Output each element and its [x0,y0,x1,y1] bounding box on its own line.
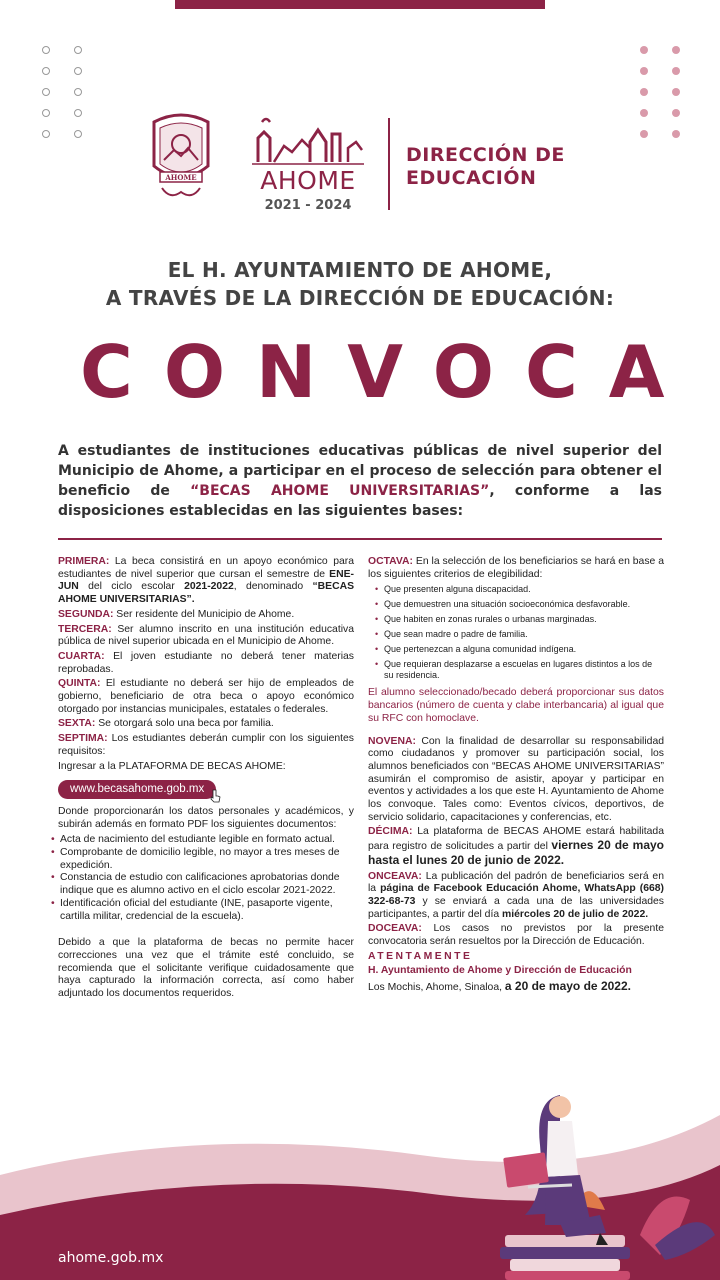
base-primera: PRIMERA: La beca consistirá en un apoyo económico para estudiantes de nivel superior que cursan el semestre de ENE-JUN del ciclo escolar 2021-2022, denominado “BECAS AHOME UNIVERSITARIAS”. [58,556,355,606]
crest-icon [150,108,212,204]
closing-note: Debido a que la plataforma de becas no permite hacer correcciones una vez que el trámite esté concluido, se recomienda que el solicitante verifique cuidadosamente que haya capturado la información correcta, así como haber adjuntado los documentos requeridos. [58,937,354,1000]
list-item: • Comprobante de domicilio legible, no mayor a tres meses de expedición. [52,847,354,872]
list-item: • Acta de nacimiento del estudiante legible en formato actual. [52,834,354,847]
base-onceava: ONCEAVA: La publicación del padrón de beneficiarios será en la página de Facebook Educación Ahome, WhatsApp (668) 322-68-73 y se enviará a cada una de las universidades participantes, a partir del día miércoles 20 de julio de 2022. [368,870,664,920]
department-name: DIRECCIÓN DE EDUCACIÓN [406,144,565,189]
platform-url-link[interactable]: www.becasahome.gob.mx [58,780,216,799]
list-item: • Que sean madre o padre de familia. [376,629,664,640]
base-decima: DÉCIMA: La plataforma de BECAS AHOME estará habilitada para registro de solicitudes a partir del viernes 20 de mayo hasta el lunes 20 de junio de 2022. [368,826,665,867]
atentamente: ATENTAMENTE [368,950,473,962]
criteria-list [368,584,664,681]
base-sexta: SEXTA: Se otorgará solo una beca por familia. [58,718,274,730]
platform-instruction: Ingresar a la PLATAFORMA DE BECAS AHOME: [58,760,286,772]
logo-divider [388,118,390,210]
convoca-title: CONVOCA [80,330,696,414]
bases-left-column [58,556,354,1003]
website-footer-link[interactable]: ahome.gob.mx [58,1250,164,1266]
list-item: • Que requieran desplazarse a escuelas en lugares distintos a los de su residencia. [376,659,664,681]
list-item: • Que presenten alguna discapacidad. [376,584,664,595]
base-quinta: QUINTA: El estudiante no deberá ser hijo de empleados de gobierno, beneficiario de otra beca o apoyo económico otorgado por instancias municipales, estatales o federales. [58,678,354,715]
bases-right-column [368,556,664,997]
section-divider [58,538,662,540]
base-octava: OCTAVA: En la selección de los beneficiarios se hará en base a los siguientes criterios de elegibilidad: [368,556,664,580]
decorative-dots-right [640,46,686,138]
documents-intro: Donde proporcionarán los datos personales y académicos, y subirán además en formato PDF los siguientes documentos: [58,805,354,830]
list-item: • Que pertenezcan a alguna comunidad indígena. [376,644,664,655]
base-tercera: TERCERA: Ser alumno inscrito en una institución educativa pública de nivel superior ubicada en el Municipio de Ahome. [58,623,354,648]
header-line-1: EL H. AYUNTAMIENTO DE AHOME, [167,258,553,282]
base-cuarta: CUARTA: El joven estudiante no deberá tener materias reprobadas. [58,650,354,675]
list-item: • Que habiten en zonas rurales o urbanas marginadas. [376,614,664,625]
base-doceava: DOCEAVA: Los casos no previstos por la presente convocatoria serán resueltos por la Dirección de Educación. [368,923,664,948]
place-date: Los Mochis, Ahome, Sinaloa, a 20 de mayo de 2022. [368,979,631,994]
administration-years: 2021 - 2024 [264,198,352,213]
list-item: • Constancia de estudio con calificaciones aprobatorias donde indique que es alumno activo en el ciclo escolar 2021-2022. [52,872,354,897]
documents-list [52,834,354,923]
city-skyline-icon [248,112,368,168]
header-line-2: A TRAVÉS DE LA DIRECCIÓN DE EDUCACIÓN: [105,286,615,310]
cursor-icon [210,789,222,803]
svg-text:AHOME: AHOME [165,173,197,182]
bank-data-note: El alumno seleccionado/becado deberá proporcionar sus datos bancarios (número de cuenta y clabe interbancaria) al igual que su RFC con homoclave. [368,687,664,724]
base-novena: NOVENA: Con la finalidad de desarrollar su responsabilidad como ciudadanos y promover su participación social, los alumnos beneficiados con “BECAS AHOME UNIVERSITARIAS” asumirán el compromiso de asistir, apoyar y participar en eventos y actividades a los que este H. Ayuntamiento de Ahome los convoque. Tales como: Eventos cívicos, deportivos, de servicio solidario, capacitaciones y conferencias, etc. [368,735,664,823]
top-accent-bar [175,0,545,9]
ahome-wordmark: AHOME [260,166,356,195]
list-item: • Que demuestren una situación socioeconómica desfavorable. [376,599,664,610]
signature: H. Ayuntamiento de Ahome y Dirección de Educación [368,965,632,977]
base-segunda: SEGUNDA: Ser residente del Municipio de Ahome. [58,608,295,620]
intro-paragraph: A estudiantes de instituciones educativas públicas de nivel superior del Municipio de Ahome, a participar en el proceso de selección para obtener el beneficio de “BECAS AHOME UNIVERSITARIAS”, conforme a las disposiciones establecidas en las siguientes bases: [58,443,663,519]
logo-header [150,108,590,218]
list-item: • Identificación oficial del estudiante (INE, pasaporte vigente, cartilla militar, credencial de la escuela). [52,898,354,923]
base-septima: SEPTIMA: Los estudiantes deberán cumplir con los siguientes requisitos: [58,733,354,757]
decorative-dots-left [42,46,88,138]
ahome-logo [248,112,368,216]
